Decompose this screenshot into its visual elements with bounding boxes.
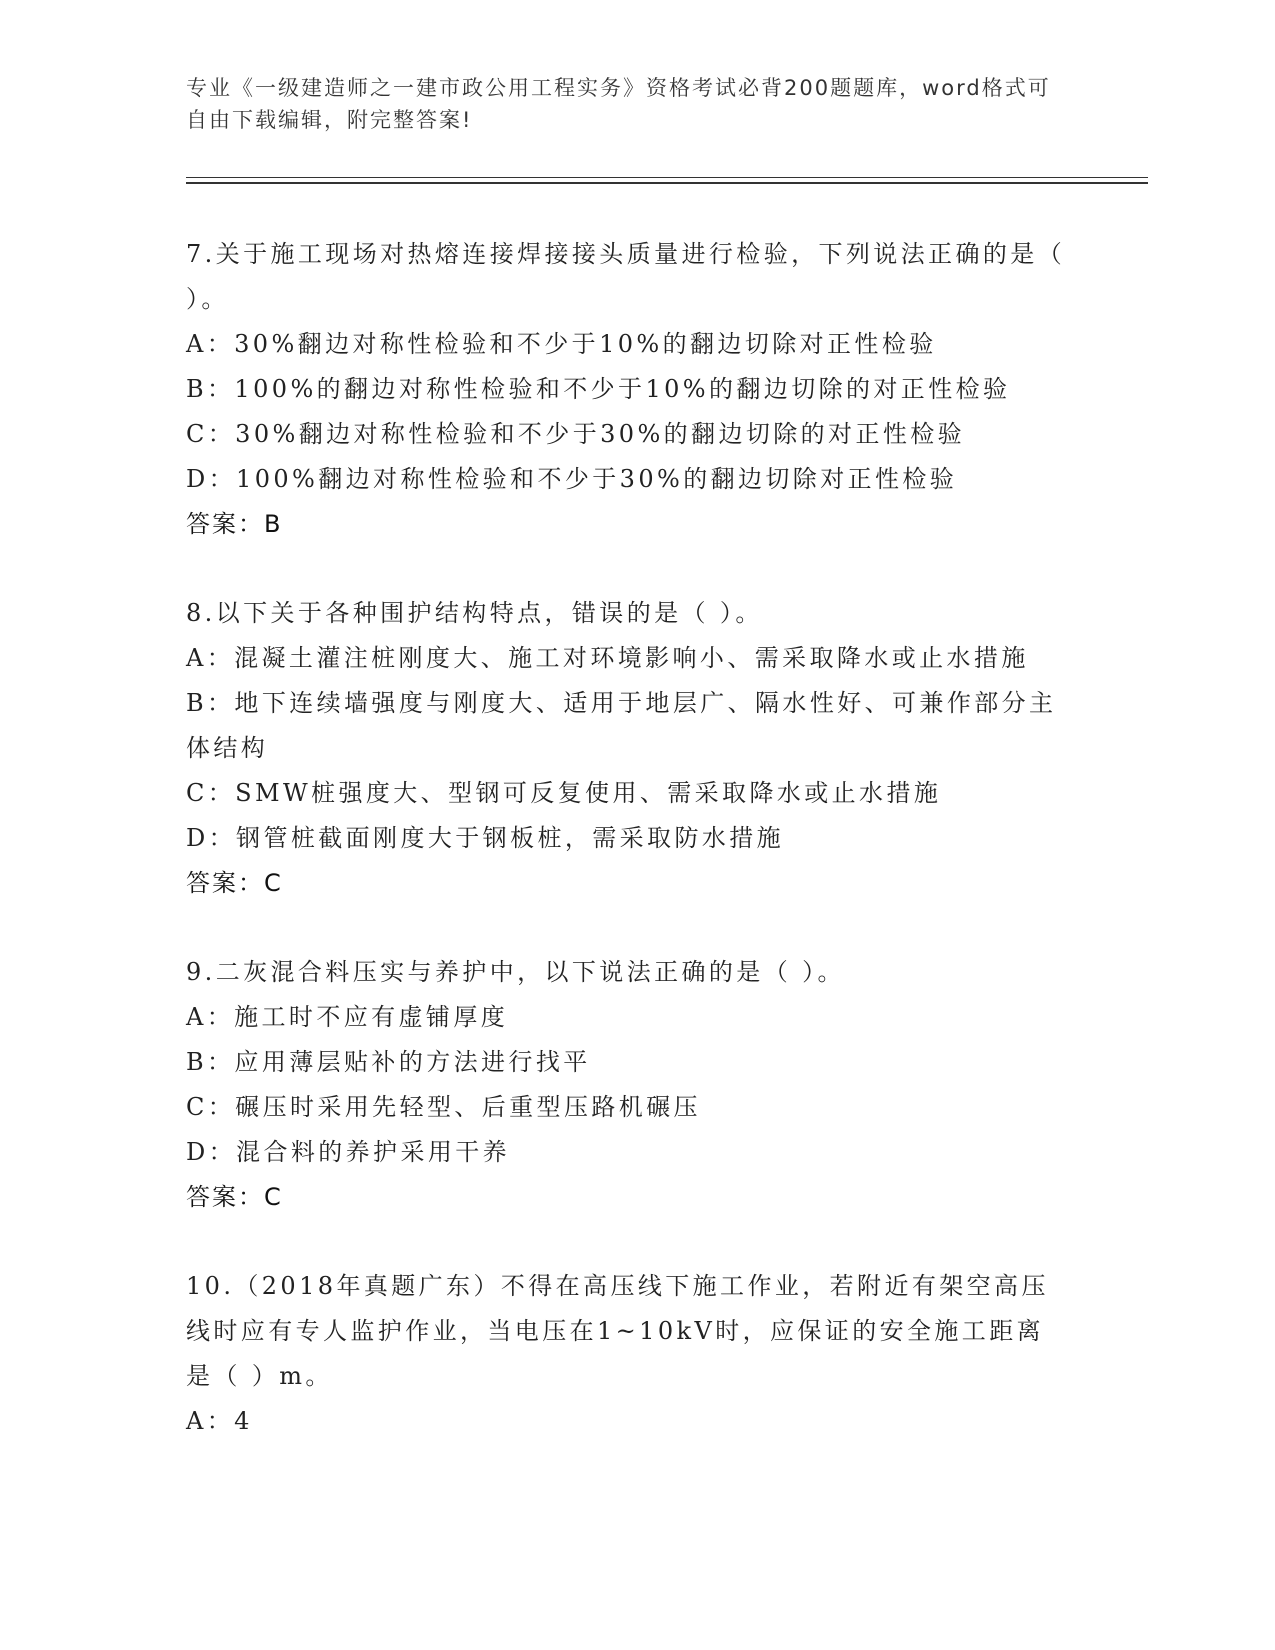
- question-item: [186, 232, 1086, 547]
- question-stem: 9.二灰混合料压实与养护中，以下说法正确的是（ ）。: [186, 958, 845, 986]
- answer-label: 答案：C: [186, 1183, 283, 1211]
- option-c: C：30%翻边对称性检验和不少于30%的翻边切除的对正性检验: [186, 420, 966, 448]
- question-item: [186, 950, 1086, 1220]
- option-b: B：地下连续墙强度与刚度大、适用于地层广、隔水性好、可兼作部分主体结构: [186, 689, 1057, 762]
- question-item: [186, 1264, 1086, 1444]
- answer-label: 答案：C: [186, 869, 283, 897]
- option-d: D：钢管桩截面刚度大于钢板桩，需采取防水措施: [186, 824, 785, 852]
- option-d: D：混合料的养护采用干养: [186, 1138, 511, 1166]
- option-b: B：100%的翻边对称性检验和不少于10%的翻边切除的对正性检验: [186, 375, 1011, 403]
- question-stem: 8.以下关于各种围护结构特点，错误的是（ ）。: [186, 599, 763, 627]
- option-a: A：施工时不应有虚铺厚度: [186, 1003, 509, 1031]
- answer-label: 答案：B: [186, 510, 283, 538]
- option-c: C：碾压时采用先轻型、后重型压路机碾压: [186, 1093, 701, 1121]
- document-header: 专业《一级建造师之一建市政公用工程实务》资格考试必背200题题库，word格式可自由下载编辑，附完整答案!: [186, 76, 1051, 132]
- question-list: [186, 232, 1086, 1488]
- option-c: C：SMW桩强度大、型钢可反复使用、需采取降水或止水措施: [186, 779, 942, 807]
- option-a: A：混凝土灌注桩刚度大、施工对环境影响小、需采取降水或止水措施: [186, 644, 1029, 672]
- question-item: [186, 591, 1086, 906]
- option-d: D：100%翻边对称性检验和不少于30%的翻边切除对正性检验: [186, 465, 958, 493]
- header-divider-thin: [186, 177, 1148, 178]
- option-a: A：4: [186, 1407, 253, 1435]
- option-b: B：应用薄层贴补的方法进行找平: [186, 1048, 591, 1076]
- question-stem: 10.（2018年真题广东）不得在高压线下施工作业，若附近有架空高压线时应有专人监护作业，当电压在1~10kV时，应保证的安全施工距离是（ ）m。: [186, 1272, 1049, 1390]
- header-divider-thick: [186, 182, 1148, 184]
- question-stem: 7.关于施工现场对热熔连接焊接接头质量进行检验，下列说法正确的是（ ）。: [186, 240, 1066, 313]
- option-a: A：30%翻边对称性检验和不少于10%的翻边切除对正性检验: [186, 330, 937, 358]
